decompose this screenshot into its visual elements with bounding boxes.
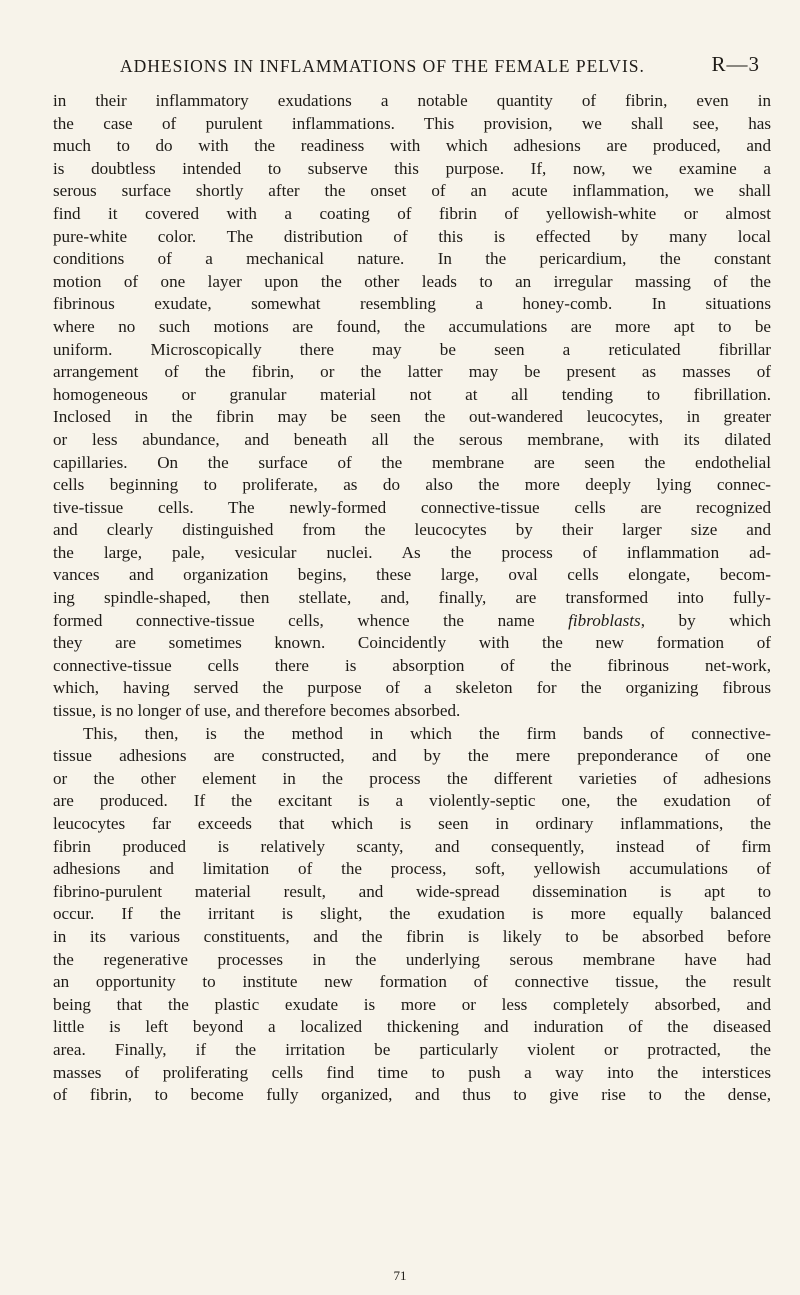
text-line xyxy=(53,113,771,136)
text-line xyxy=(53,248,771,271)
text-line xyxy=(53,587,771,610)
text-line xyxy=(53,564,771,587)
line-text: fibrin produced is relatively scanty, and consequently, instead of firm xyxy=(53,836,771,856)
text-line xyxy=(53,655,771,678)
line-text: leucocytes far exceeds that which is seen in ordinary inflammations, the xyxy=(53,814,771,833)
text-line xyxy=(53,135,771,158)
text-line xyxy=(53,632,771,655)
text-line xyxy=(53,677,771,700)
line-text: the large, pale, vesicular nuclei. As the process of inflammation ad- xyxy=(53,542,771,562)
line-text: ing spindle-shaped, then stellate, and, finally, are transformed into fully- xyxy=(53,588,771,608)
text-line xyxy=(53,1016,771,1039)
text-line xyxy=(53,813,771,836)
line-text: tissue, is no longer of use, and therefore becomes absorbed. xyxy=(53,701,461,721)
line-text: much to do with the readiness with which adhesions are produced, and xyxy=(53,136,771,156)
line-text: fibrino-purulent material result, and wide-spread dissemination is apt to xyxy=(53,881,771,901)
line-text: area. Finally, if the irritation be particularly violent or protracted, the xyxy=(53,1039,771,1059)
text-line xyxy=(53,180,771,203)
line-text: where no such motions are found, the accumulations are more apt to be xyxy=(53,316,771,336)
text-line xyxy=(53,949,771,972)
line-text: cells beginning to proliferate, as do also the more deeply lying connec- xyxy=(53,475,771,495)
line-text: or the other element in the process the different varieties of adhesions xyxy=(53,768,771,788)
line-text: is doubtless intended to subserve this purpose. If, now, we examine a xyxy=(53,158,771,178)
text-line xyxy=(53,926,771,949)
text-line xyxy=(53,519,771,542)
line-text: This, then, is the method in which the firm bands of connective- xyxy=(83,723,771,743)
line-text: which, having served the purpose of a skeleton for the organizing fibrous xyxy=(53,678,771,698)
line-text: homogeneous or granular material not at all tending to fibrillation. xyxy=(53,384,771,404)
line-text-after: , by which xyxy=(640,610,771,630)
line-text: the case of purulent inflammations. This provision, we shall see, has xyxy=(53,113,771,133)
text-line xyxy=(53,790,771,813)
text-line xyxy=(53,452,771,475)
text-line xyxy=(53,1062,771,1085)
text-line xyxy=(53,881,771,904)
text-line xyxy=(53,700,771,723)
line-text: in their inflammatory exudations a notable quantity of fibrin, even in xyxy=(53,91,771,110)
text-line xyxy=(53,768,771,791)
line-text: connective-tissue cells there is absorption of the fibrinous net-work, xyxy=(53,655,771,675)
line-text: capillaries. On the surface of the membrane are seen the endothelial xyxy=(53,452,771,472)
line-text: motion of one layer upon the other leads to an irregular massing of the xyxy=(53,271,771,291)
line-text: uniform. Microscopically there may be seen a reticulated fibrillar xyxy=(53,339,771,359)
running-title: ADHESIONS IN INFLAMMATIONS OF THE FEMALE PELVIS. xyxy=(120,56,645,76)
line-text: find it covered with a coating of fibrin of yellowish-white or almost xyxy=(53,203,771,223)
text-line xyxy=(53,316,771,339)
text-line xyxy=(53,903,771,926)
text-line xyxy=(53,384,771,407)
text-line xyxy=(53,429,771,452)
page-number: 71 xyxy=(393,1268,407,1283)
line-text: conditions of a mechanical nature. In the pericardium, the constant xyxy=(53,249,771,269)
text-line xyxy=(53,542,771,565)
text-line xyxy=(53,858,771,881)
line-text: little is left beyond a localized thickening and induration of the diseased xyxy=(53,1017,771,1037)
text-line xyxy=(53,1039,771,1062)
text-line xyxy=(53,723,771,746)
line-text: the regenerative processes in the underlying serous membrane have had xyxy=(53,949,771,969)
text-line xyxy=(53,361,771,384)
text-line xyxy=(53,994,771,1017)
line-text: an opportunity to institute new formation of connective tissue, the result xyxy=(53,972,771,992)
line-text: formed connective-tissue cells, whence the name xyxy=(53,610,569,630)
text-line xyxy=(53,203,771,226)
body-text xyxy=(53,90,771,1107)
text-line xyxy=(53,836,771,859)
line-text: tive-tissue cells. The newly-formed connective-tissue cells are recognized xyxy=(53,497,771,517)
text-line xyxy=(53,226,771,249)
line-text: Inclosed in the fibrin may be seen the out-wandered leucocytes, in greater xyxy=(53,407,771,427)
text-line xyxy=(53,497,771,520)
text-line xyxy=(53,474,771,497)
line-text: adhesions and limitation of the process, soft, yellowish accumulations of xyxy=(53,859,771,879)
line-text: vances and organization begins, these large, oval cells elongate, becom- xyxy=(53,565,771,585)
line-text: and clearly distinguished from the leucocytes by their larger size and xyxy=(53,520,771,540)
line-text: pure-white color. The distribution of this is effected by many local xyxy=(53,226,771,246)
line-text: they are sometimes known. Coincidently with the new formation of xyxy=(53,633,771,653)
line-text: or less abundance, and beneath all the serous membrane, with its dilated xyxy=(53,429,771,449)
text-line xyxy=(53,1084,771,1107)
text-line xyxy=(53,610,771,633)
italic-term: fibroblasts xyxy=(568,610,641,630)
line-text: are produced. If the excitant is a violently-septic one, the exudation of xyxy=(53,791,771,811)
text-line xyxy=(53,406,771,429)
text-line xyxy=(53,745,771,768)
line-text: tissue adhesions are constructed, and by the mere preponderance of one xyxy=(53,746,771,766)
line-text: masses of proliferating cells find time to push a way into the interstices xyxy=(53,1062,771,1082)
line-text: arrangement of the fibrin, or the latter may be present as masses of xyxy=(53,362,771,382)
text-line xyxy=(53,339,771,362)
line-text: fibrinous exudate, somewhat resembling a honey-comb. In situations xyxy=(53,294,771,314)
line-text: being that the plastic exudate is more or less completely absorbed, and xyxy=(53,994,771,1014)
text-line xyxy=(53,271,771,294)
text-line xyxy=(53,158,771,181)
text-line xyxy=(53,971,771,994)
line-text: of fibrin, to become fully organized, and thus to give rise to the dense, xyxy=(53,1085,771,1105)
section-code: R—3 xyxy=(711,52,760,76)
text-line xyxy=(53,293,771,316)
line-text: in its various constituents, and the fibrin is likely to be absorbed before xyxy=(53,926,771,946)
text-line xyxy=(53,90,771,113)
line-text: occur. If the irritant is slight, the exudation is more equally balanced xyxy=(53,904,771,924)
line-text: serous surface shortly after the onset of an acute inflammation, we shall xyxy=(53,181,771,201)
